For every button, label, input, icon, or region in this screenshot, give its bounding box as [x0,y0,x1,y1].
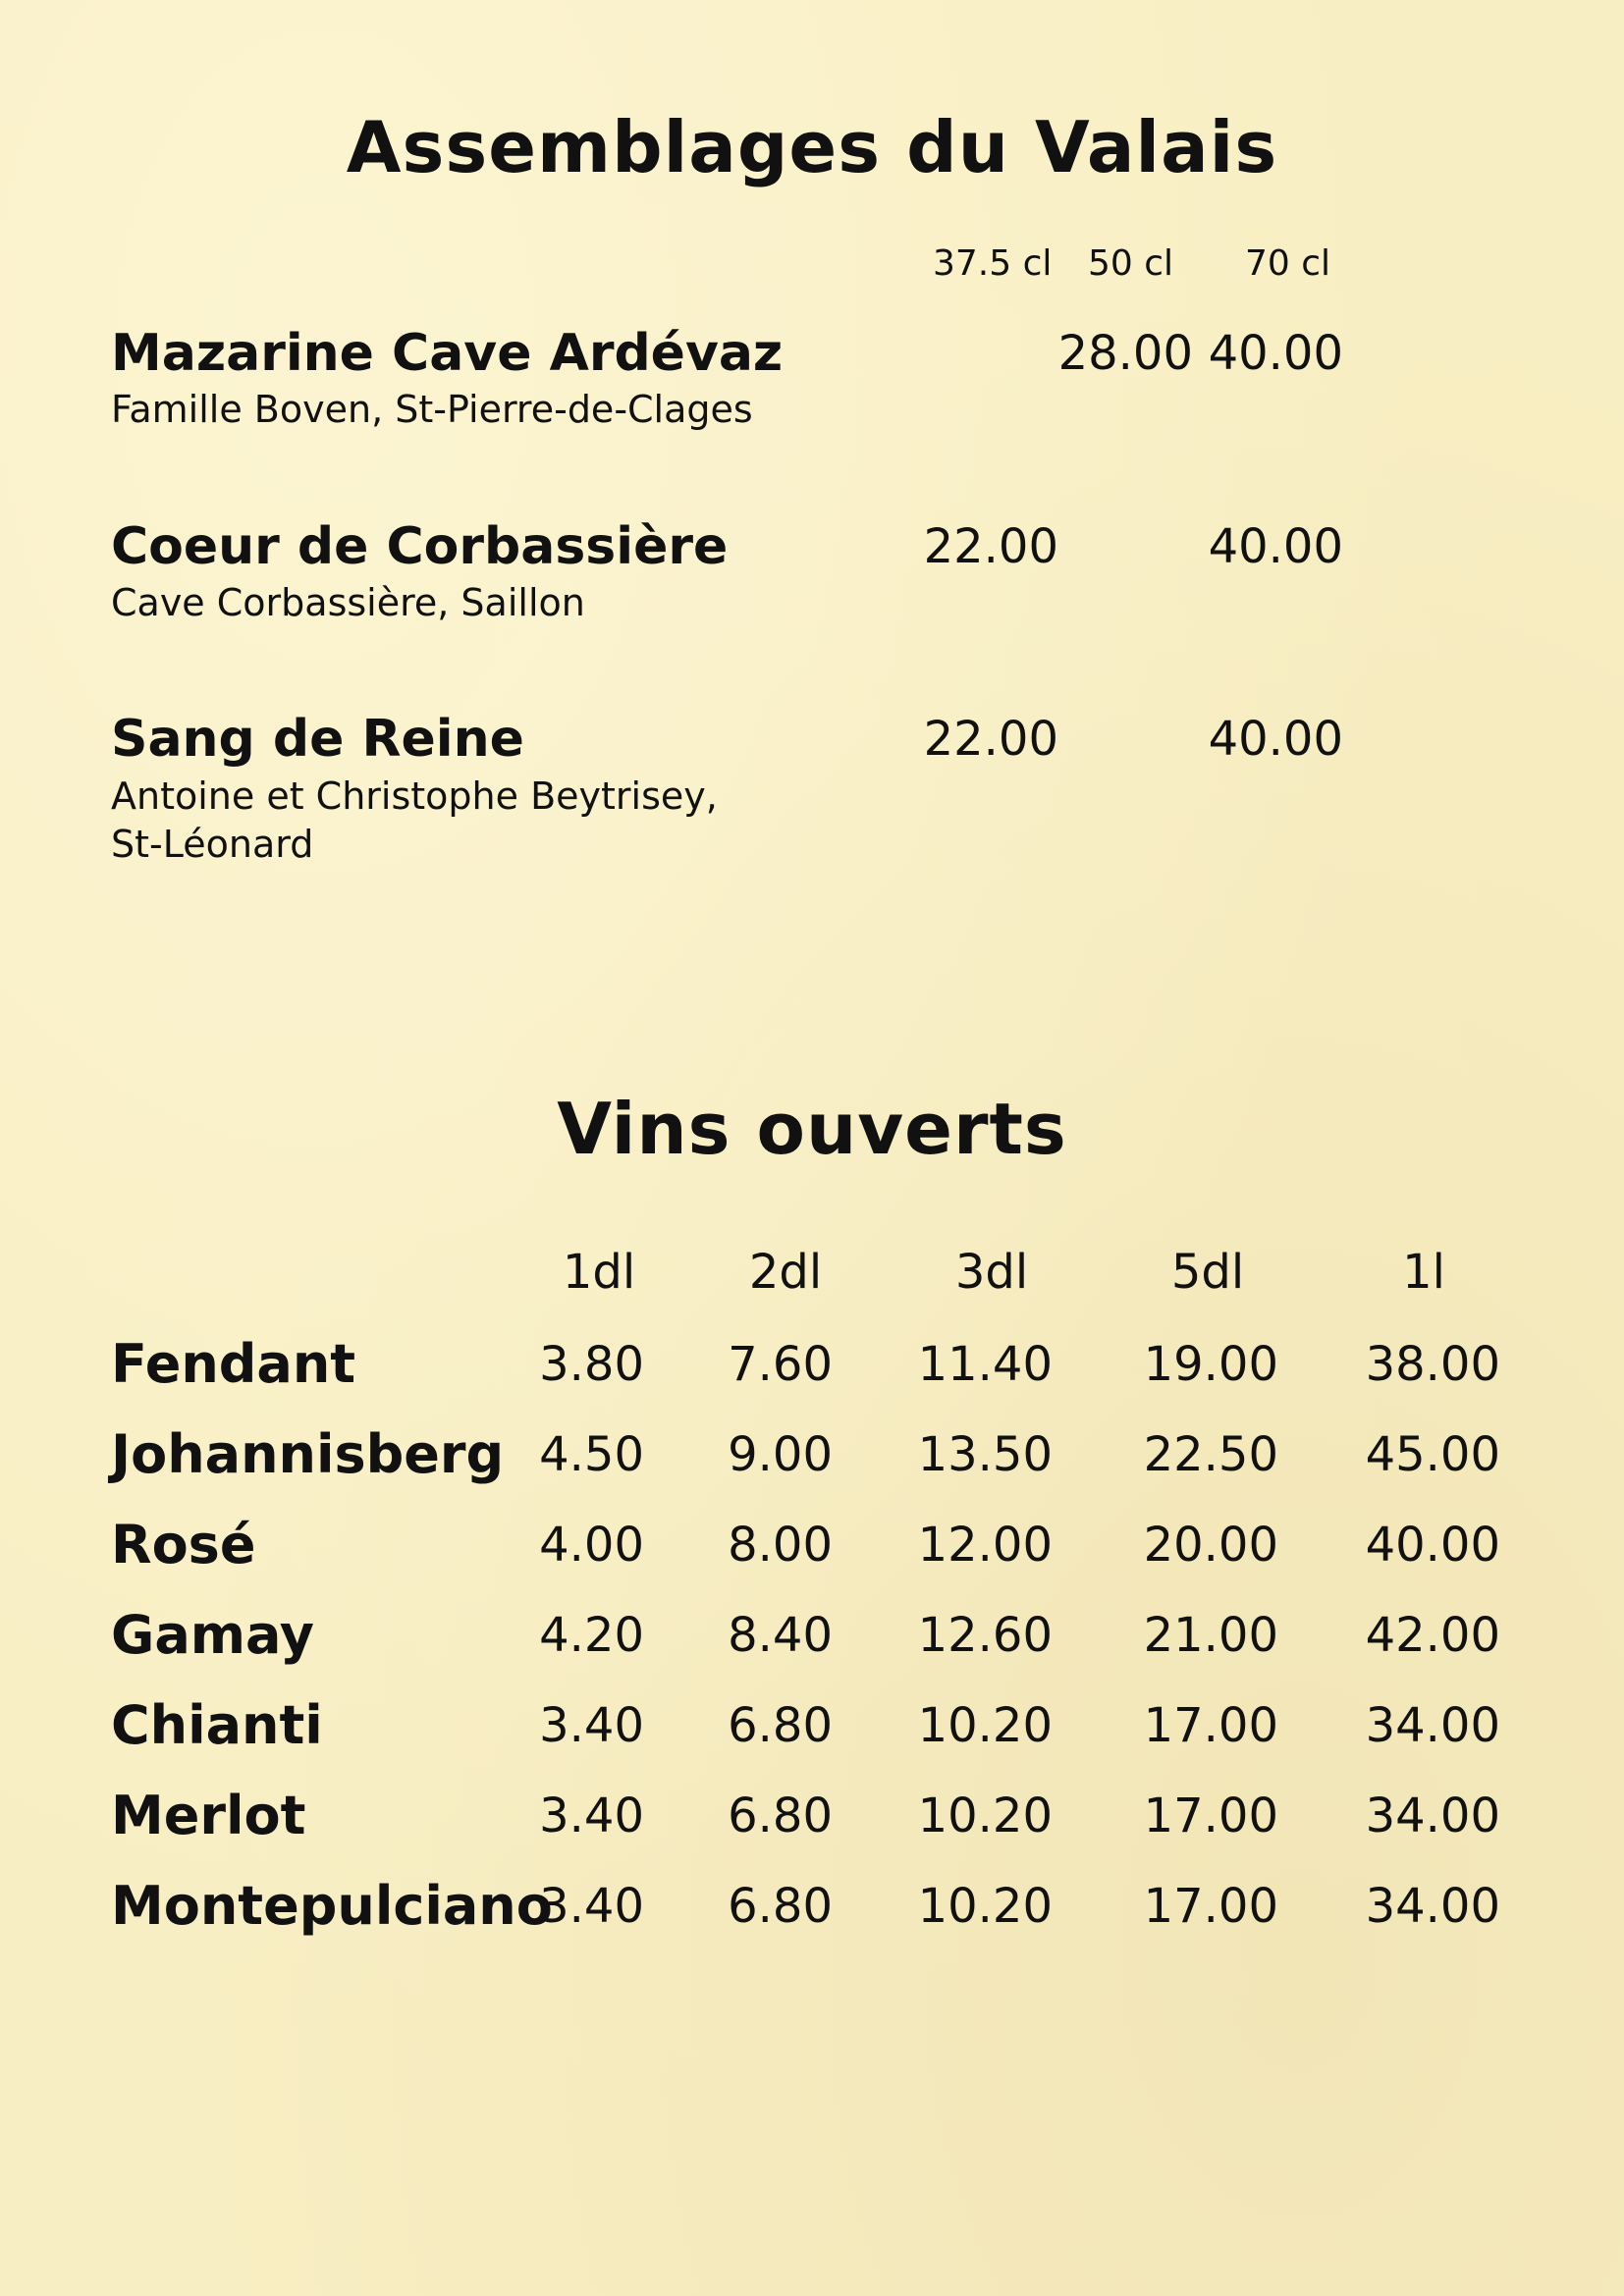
price-3dl: 10.20 [917,1789,1053,1843]
price-1l: 40.00 [1365,1518,1500,1573]
price-3dl: 12.00 [917,1518,1053,1573]
wine-producer: Antoine et Christophe Beytrisey, St-Léonard [111,774,718,866]
open-wine-name: Fendant [111,1333,356,1395]
price-50cl: 28.00 [1057,326,1193,381]
price-1dl: 3.80 [539,1337,644,1392]
price-1l: 34.00 [1365,1879,1500,1934]
price-5dl: 17.00 [1143,1789,1278,1843]
price-1l: 45.00 [1365,1427,1500,1482]
price-37-5cl: 22.00 [923,712,1058,767]
section-title-assemblages: Assemblages du Valais [346,106,1278,188]
size-header-50cl: 50 cl [1088,243,1174,284]
price-70cl: 40.00 [1208,326,1343,381]
section-title-vins-ouverts: Vins ouverts [557,1088,1067,1170]
size-header-3dl: 3dl [954,1245,1029,1300]
wine-producer: Cave Corbassière, Saillon [111,581,585,624]
price-5dl: 21.00 [1143,1608,1278,1663]
price-2dl: 6.80 [728,1698,833,1753]
price-1dl: 3.40 [539,1879,644,1934]
price-3dl: 10.20 [917,1698,1053,1753]
size-header-37-5cl: 37.5 cl [933,243,1053,284]
price-37-5cl: 22.00 [923,519,1058,574]
price-2dl: 8.00 [728,1518,833,1573]
price-1dl: 4.20 [539,1608,644,1663]
price-70cl: 40.00 [1208,519,1343,574]
open-wine-name: Gamay [111,1604,315,1666]
wine-name: Coeur de Corbassière [111,517,729,576]
price-1l: 42.00 [1365,1608,1500,1663]
price-5dl: 17.00 [1143,1698,1278,1753]
price-70cl: 40.00 [1208,712,1343,767]
open-wine-name: Montepulciano [111,1875,553,1937]
price-2dl: 6.80 [728,1789,833,1843]
size-header-1dl: 1dl [562,1245,636,1300]
price-3dl: 10.20 [917,1879,1053,1934]
open-wine-name: Johannisberg [111,1423,505,1485]
price-1dl: 3.40 [539,1698,644,1753]
wine-name: Mazarine Cave Ardévaz [111,324,784,383]
size-header-1l: 1l [1402,1245,1445,1300]
price-2dl: 6.80 [728,1879,833,1934]
size-header-5dl: 5dl [1170,1245,1245,1300]
open-wine-name: Chianti [111,1694,323,1756]
price-3dl: 12.60 [917,1608,1053,1663]
price-1l: 38.00 [1365,1337,1500,1392]
price-1dl: 4.00 [539,1518,644,1573]
wine-name: Sang de Reine [111,710,524,769]
open-wine-name: Rosé [111,1514,256,1575]
price-1l: 34.00 [1365,1789,1500,1843]
price-2dl: 8.40 [728,1608,833,1663]
price-5dl: 20.00 [1143,1518,1278,1573]
price-1dl: 4.50 [539,1427,644,1482]
open-wine-name: Merlot [111,1785,306,1846]
price-1l: 34.00 [1365,1698,1500,1753]
price-5dl: 19.00 [1143,1337,1278,1392]
price-5dl: 17.00 [1143,1879,1278,1934]
price-2dl: 7.60 [728,1337,833,1392]
price-2dl: 9.00 [728,1427,833,1482]
size-header-2dl: 2dl [748,1245,823,1300]
size-header-70cl: 70 cl [1245,243,1331,284]
price-1dl: 3.40 [539,1789,644,1843]
price-3dl: 11.40 [917,1337,1053,1392]
price-3dl: 13.50 [917,1427,1053,1482]
price-5dl: 22.50 [1143,1427,1278,1482]
wine-producer: Famille Boven, St-Pierre-de-Clages [111,388,753,431]
